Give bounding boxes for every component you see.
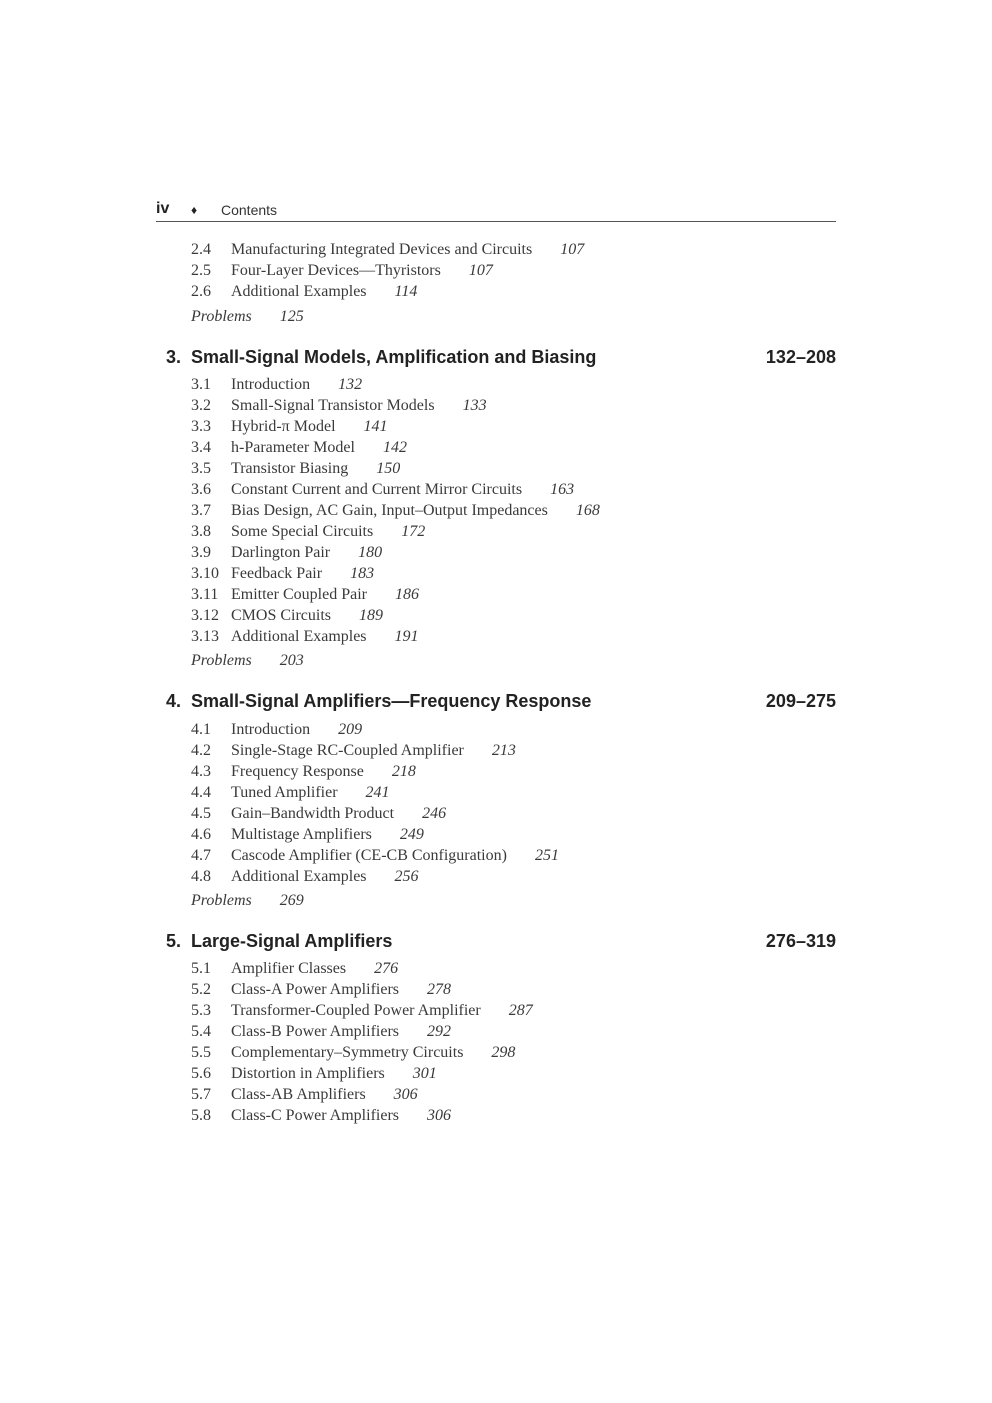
chapter-title: Small-Signal Models, Amplification and Biasing [191, 347, 597, 367]
section-page: 246 [422, 805, 447, 822]
section-title: Amplifier Classes [231, 960, 347, 977]
section-number: 2.5 [191, 262, 211, 279]
section-page: 278 [427, 981, 451, 998]
problems-label: Problems [191, 892, 252, 909]
section-page: 141 [363, 418, 388, 435]
section-number: 2.6 [191, 283, 211, 300]
section-title: Complementary–Symmetry Circuits [231, 1044, 464, 1061]
section-number: 5.7 [191, 1086, 211, 1103]
section-page: 186 [394, 586, 419, 603]
section-page: 218 [391, 763, 416, 780]
toc-entry [191, 542, 382, 563]
section-number: 4.6 [191, 826, 211, 843]
section-title: Some Special Circuits [231, 523, 374, 540]
section-title: Small-Signal Transistor Models [231, 397, 435, 414]
section-number: 2.4 [191, 241, 211, 258]
problems-page: 125 [279, 308, 304, 325]
toc-entry [191, 1021, 451, 1042]
chapter-heading [166, 347, 836, 371]
section-number: 4.4 [191, 784, 211, 801]
toc-entry [191, 584, 419, 605]
section-title: Tuned Amplifier [231, 784, 338, 801]
section-number: 3.13 [191, 628, 219, 645]
section-number: 3.7 [191, 502, 211, 519]
section-title: Class-A Power Amplifiers [231, 981, 399, 998]
section-number: 4.2 [191, 742, 211, 759]
section-page: 172 [401, 523, 426, 540]
section-number: 3.10 [191, 565, 219, 582]
section-number: 3.9 [191, 544, 211, 561]
toc-entry [191, 1042, 515, 1063]
toc-entry [191, 374, 362, 395]
section-number: 3.1 [191, 376, 211, 393]
toc-entry [191, 458, 400, 479]
running-head-label: Contents [221, 202, 278, 218]
problems-label: Problems [191, 652, 252, 669]
section-title: Multistage Amplifiers [231, 826, 372, 843]
section-title: Additional Examples [231, 628, 367, 645]
problems-label: Problems [191, 308, 252, 325]
chapter-page-range: 276–319 [765, 931, 836, 951]
chapter-title: Small-Signal Amplifiers—Frequency Response [191, 691, 592, 711]
section-number: 5.4 [191, 1023, 211, 1040]
section-page: 107 [560, 241, 585, 258]
section-title: Frequency Response [231, 763, 364, 780]
section-page: 287 [508, 1002, 533, 1019]
running-head [156, 200, 836, 222]
toc-entry [191, 395, 487, 416]
toc-entry [191, 958, 398, 979]
section-title: Class-AB Amplifiers [231, 1086, 366, 1103]
chapter-page-range: 209–275 [765, 691, 836, 711]
section-title: Hybrid-π Model [231, 418, 336, 435]
toc-entry [191, 740, 516, 761]
section-title: Additional Examples [231, 868, 367, 885]
section-number: 5.2 [191, 981, 211, 998]
section-title: Transformer-Coupled Power Amplifier [231, 1002, 481, 1019]
section-number: 5.1 [191, 960, 211, 977]
section-page: 249 [399, 826, 424, 843]
toc-entry [191, 500, 600, 521]
problems-entry [191, 306, 304, 327]
problems-entry [191, 650, 304, 671]
toc-entry [191, 866, 419, 887]
section-number: 4.5 [191, 805, 211, 822]
toc-entry [191, 605, 383, 626]
page-number: iv [156, 200, 170, 217]
toc-entry [191, 1105, 451, 1126]
section-title: Cascode Amplifier (CE-CB Configuration) [231, 847, 507, 864]
problems-page: 269 [279, 892, 304, 909]
chapter-page-range: 132–208 [765, 347, 836, 367]
section-title: Gain–Bandwidth Product [231, 805, 395, 822]
section-page: 180 [358, 544, 383, 561]
chapter-heading [166, 931, 836, 955]
toc-entry [191, 416, 388, 437]
section-page: 189 [359, 607, 384, 624]
section-page: 114 [394, 283, 418, 300]
toc-entry [191, 239, 584, 260]
section-title: Feedback Pair [231, 565, 323, 582]
section-number: 3.6 [191, 481, 211, 498]
section-title: Transistor Biasing [231, 460, 349, 477]
section-title: Introduction [231, 376, 311, 393]
section-title: Constant Current and Current Mirror Circuits [231, 481, 523, 498]
section-page: 163 [550, 481, 575, 498]
section-number: 5.6 [191, 1065, 211, 1082]
section-number: 5.5 [191, 1044, 211, 1061]
section-number: 4.7 [191, 847, 211, 864]
section-title: Distortion in Amplifiers [231, 1065, 385, 1082]
section-title: Manufacturing Integrated Devices and Circuits [231, 241, 533, 258]
section-page: 107 [468, 262, 493, 279]
section-number: 4.8 [191, 868, 211, 885]
section-page: 241 [365, 784, 390, 801]
diamond-icon: ♦ [191, 203, 198, 217]
problems-page: 203 [279, 652, 304, 669]
chapter-heading [166, 691, 836, 715]
toc-entry [191, 626, 419, 647]
section-page: 168 [575, 502, 600, 519]
section-number: 5.3 [191, 1002, 211, 1019]
section-title: Single-Stage RC-Coupled Amplifier [231, 742, 464, 759]
section-number: 4.3 [191, 763, 211, 780]
toc-entry [191, 761, 416, 782]
toc-entry [191, 1084, 418, 1105]
problems-entry [191, 890, 304, 911]
toc-entry [191, 521, 425, 542]
toc-entry [191, 281, 417, 302]
section-title: Emitter Coupled Pair [231, 586, 367, 603]
toc-entry [191, 1063, 437, 1084]
section-page: 132 [338, 376, 363, 393]
section-title: h-Parameter Model [231, 439, 355, 456]
toc-entry [191, 824, 424, 845]
section-page: 209 [338, 721, 363, 738]
toc-entry [191, 479, 574, 500]
section-title: Additional Examples [231, 283, 367, 300]
section-title: Class-B Power Amplifiers [231, 1023, 399, 1040]
section-number: 5.8 [191, 1107, 211, 1124]
toc-entry [191, 719, 362, 740]
chapter-number: 4. [166, 691, 182, 711]
section-page: 183 [350, 565, 375, 582]
section-number: 3.2 [191, 397, 211, 414]
section-page: 251 [534, 847, 559, 864]
section-title: Introduction [231, 721, 311, 738]
section-number: 3.8 [191, 523, 211, 540]
section-page: 292 [427, 1023, 451, 1040]
toc-entry [191, 260, 493, 281]
section-page: 256 [394, 868, 419, 885]
section-number: 4.1 [191, 721, 211, 738]
section-number: 3.3 [191, 418, 211, 435]
section-title: Bias Design, AC Gain, Input–Output Impedances [231, 502, 548, 519]
chapter-number: 5. [166, 931, 182, 951]
toc-entry [191, 1000, 533, 1021]
section-title: Class-C Power Amplifiers [231, 1107, 399, 1124]
toc-entry [191, 782, 390, 803]
toc-entry [191, 979, 451, 1000]
section-page: 191 [394, 628, 419, 645]
toc-entry [191, 563, 374, 584]
section-page: 276 [374, 960, 399, 977]
section-title: CMOS Circuits [231, 607, 332, 624]
section-title: Darlington Pair [231, 544, 331, 561]
section-page: 142 [382, 439, 407, 456]
section-number: 3.4 [191, 439, 211, 456]
section-number: 3.12 [191, 607, 219, 624]
section-page: 150 [376, 460, 401, 477]
chapter-number: 3. [166, 347, 182, 367]
section-page: 301 [412, 1065, 437, 1082]
section-number: 3.11 [191, 586, 219, 603]
section-page: 298 [491, 1044, 516, 1061]
chapter-title: Large-Signal Amplifiers [191, 931, 393, 951]
toc-entry [191, 437, 407, 458]
section-page: 306 [427, 1107, 451, 1124]
section-title: Four-Layer Devices—Thyristors [231, 262, 441, 279]
toc-entry [191, 803, 446, 824]
section-page: 306 [393, 1086, 418, 1103]
section-number: 3.5 [191, 460, 211, 477]
toc-entry [191, 845, 559, 866]
section-page: 213 [491, 742, 516, 759]
section-page: 133 [462, 397, 487, 414]
